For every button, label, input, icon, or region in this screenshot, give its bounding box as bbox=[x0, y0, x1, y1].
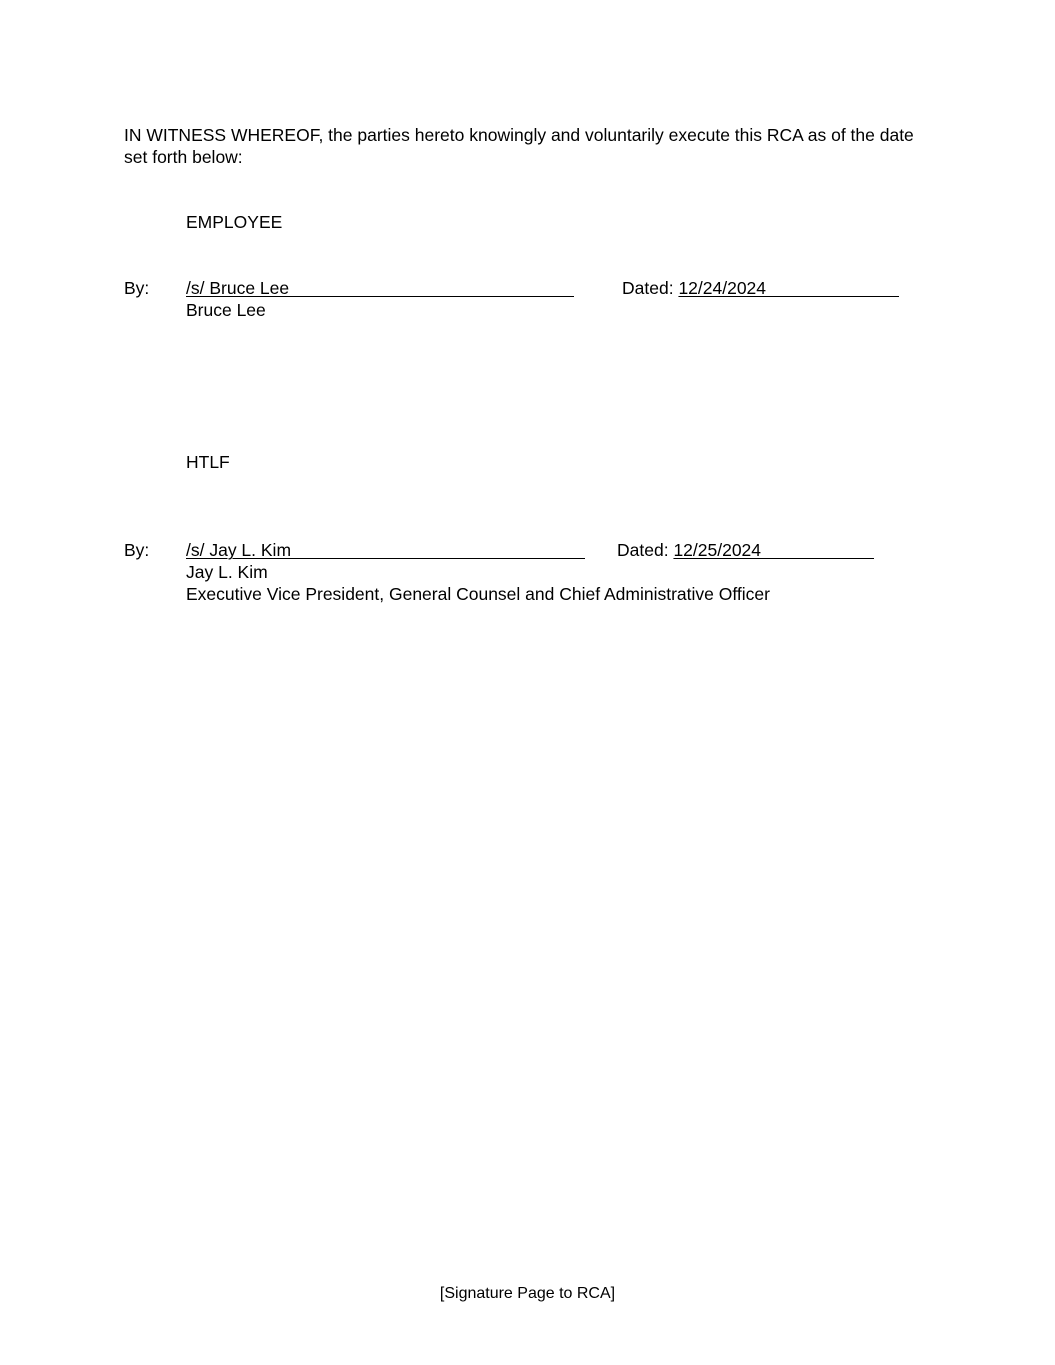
company-signature-line bbox=[186, 539, 585, 561]
employee-dated-label: Dated: bbox=[622, 278, 674, 298]
company-signature: /s/ Jay L. Kim bbox=[186, 540, 292, 560]
company-date-blank bbox=[761, 540, 874, 559]
employee-name: Bruce Lee bbox=[186, 300, 266, 320]
company-title: Executive Vice President, General Counsel and Chief Administrative Officer bbox=[186, 584, 770, 604]
company-name: Jay L. Kim bbox=[186, 562, 268, 582]
intro-line-1: IN WITNESS WHEREOF, the parties hereto knowingly and voluntarily execute this RCA as of the date bbox=[124, 125, 914, 145]
company-signature-blank bbox=[291, 540, 585, 559]
employee-dated-line bbox=[622, 277, 899, 299]
employee-by-label: By: bbox=[124, 278, 150, 298]
intro-line-2: set forth below: bbox=[124, 147, 243, 167]
company-dated-line bbox=[617, 539, 874, 561]
company-date: 12/25/2024 bbox=[673, 540, 762, 560]
employee-heading: EMPLOYEE bbox=[186, 212, 283, 232]
employee-signature: /s/ Bruce Lee bbox=[186, 278, 290, 298]
employee-signature-line bbox=[186, 277, 574, 299]
company-heading: HTLF bbox=[186, 452, 230, 472]
company-dated-label: Dated: bbox=[617, 540, 669, 560]
employee-date-blank bbox=[766, 278, 899, 297]
footer-caption: [Signature Page to RCA] bbox=[439, 1285, 616, 1302]
employee-signature-blank bbox=[289, 278, 574, 297]
employee-date: 12/24/2024 bbox=[678, 278, 767, 298]
company-by-label: By: bbox=[124, 540, 150, 560]
